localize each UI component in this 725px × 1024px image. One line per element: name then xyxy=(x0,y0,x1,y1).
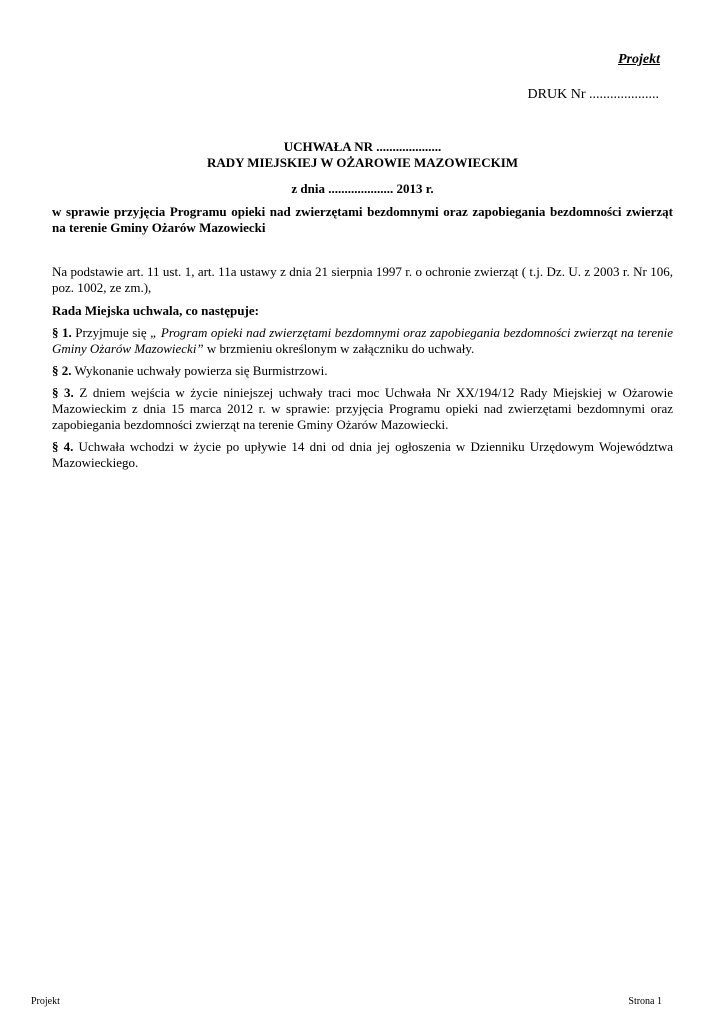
paragraph-1-number: § 1. xyxy=(52,325,72,340)
paragraph-4-number: § 4. xyxy=(52,439,74,454)
paragraph-2-text: Wykonanie uchwały powierza się Burmistrzowi. xyxy=(71,363,328,378)
paragraph-2 xyxy=(52,363,673,379)
footer-label: Projekt xyxy=(31,996,60,1007)
paragraph-1-program-name: „ Program opieki nad zwierzętami bezdomnymi oraz zapobiegania bezdomności zwierząt na terenie Gminy Ożarów Mazowiecki” xyxy=(52,325,674,356)
resolution-number: UCHWAŁA NR .................... xyxy=(283,139,442,154)
resolution-title xyxy=(52,139,673,197)
resolution-body xyxy=(52,264,673,477)
resolution-subject: w sprawie przyjęcia Programu opieki nad zwierzętami bezdomnymi oraz zapobiegania bezdomności zwierząt na terenie Gminy Ożarów Mazowiecki xyxy=(52,204,673,235)
paragraph-4-text: Uchwała wchodzi w życie po upływie 14 dni od dnia jej ogłoszenia w Dzienniku Urzędowym Województwa Mazowieckiego. xyxy=(52,439,673,470)
council-resolves: Rada Miejska uchwala, co następuje: xyxy=(52,303,259,318)
paragraph-4 xyxy=(52,439,673,471)
projekt-mark: Projekt xyxy=(618,52,660,67)
paragraph-2-number: § 2. xyxy=(52,363,72,378)
paragraph-1-intro: Przyjmuje się xyxy=(71,325,151,340)
resolution-date: z dnia .................... 2013 r. xyxy=(291,181,434,196)
paragraph-3 xyxy=(52,385,673,433)
legal-basis: Na podstawie art. 11 ust. 1, art. 11a ustawy z dnia 21 sierpnia 1997 r. o ochronie zwierząt ( t.j. Dz. U. z 2003 r. Nr 106, poz. 1002, ze zm.), xyxy=(52,264,673,295)
paragraph-1-rest: w brzmieniu określonym w załączniku do uchwały. xyxy=(203,341,475,356)
paragraph-3-number: § 3. xyxy=(52,385,74,400)
council-name: RADY MIEJSKIEJ W OŻAROWIE MAZOWIECKIM xyxy=(206,155,519,170)
druk-number: DRUK Nr .................... xyxy=(527,87,659,102)
paragraph-1 xyxy=(52,325,673,357)
paragraph-3-text: Z dniem wejścia w życie niniejszej uchwały traci moc Uchwała Nr XX/194/12 Rady Miejskiej w Ożarowie Mazowieckim z dnia 15 marca 2012 r. w sprawie: przyjęcia Programu opieki nad zwierzętami bezdomnymi oraz zapobiegania bezdomności zwierząt na terenie Gminy Ożarów Mazowiecki. xyxy=(52,385,674,432)
page-number: Strona 1 xyxy=(628,996,662,1007)
